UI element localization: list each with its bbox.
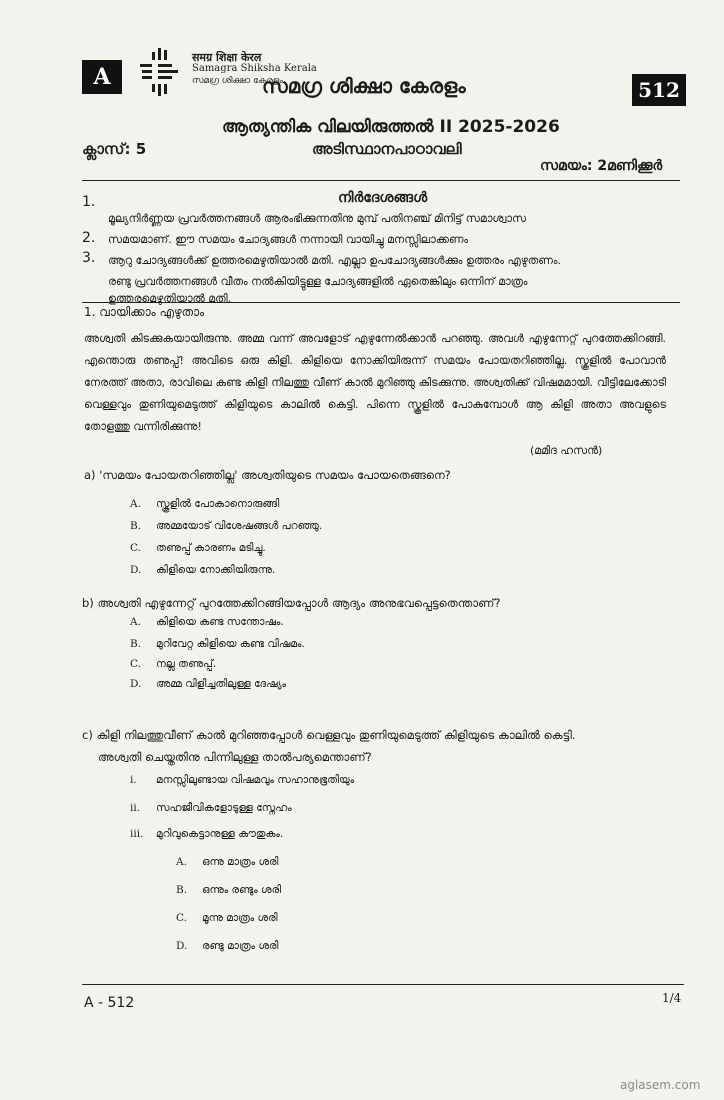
- statement-row: [130, 774, 354, 787]
- option-text: കിളിയെ കണ്ട സന്തോഷം.: [156, 616, 284, 628]
- statement-text: മുറിവുകെട്ടാനുള്ള കൗതുകം.: [156, 828, 284, 840]
- time-allowed: സമയം: 2മണിക്കൂർ: [540, 158, 663, 174]
- question-label: a): [84, 468, 96, 482]
- option-text: മൂന്നു മാത്രം ശരി: [202, 912, 278, 924]
- option-row[interactable]: [176, 884, 281, 897]
- option-row[interactable]: [176, 856, 278, 869]
- footer-paper-code: A - 512: [84, 995, 135, 1011]
- header-divider: [82, 180, 680, 181]
- option-key: B.: [130, 638, 142, 650]
- option-text: കിളിയെ നോക്കിയിരുന്നു.: [156, 564, 276, 576]
- logo-malayalam-text: സമഗ്ര ശിക്ഷാ കേരളം: [192, 76, 284, 86]
- samagra-shiksha-logo: [138, 46, 184, 98]
- option-text: നല്ല തണുപ്പ്.: [156, 658, 217, 670]
- instruction-text-continued: ഉത്തരമെഴുതിയാൽ മതി.: [108, 292, 232, 305]
- instructions-heading: നിർദേശങ്ങൾ: [338, 190, 428, 206]
- statement-key: iii.: [130, 828, 144, 840]
- option-row[interactable]: [176, 912, 278, 925]
- instruction-text: ആറു ചോദ്യങ്ങൾക്ക് ഉത്തരമെഴുതിയാൽ മതി. എല്ലാ ഉപചോദ്യങ്ങൾക്കും ഉത്തരം എഴുതണം.: [108, 254, 561, 267]
- exam-title: ആത്യന്തിക വിലയിരുത്തൽ II 2025-2026: [222, 117, 560, 137]
- set-badge: A: [82, 60, 122, 94]
- option-key: C.: [130, 658, 141, 670]
- statement-text: സഹജീവികളോടുള്ള സ്നേഹം: [156, 802, 292, 814]
- section-heading: 1. വായിക്കാം എഴുതാം: [84, 305, 205, 319]
- option-row[interactable]: [130, 616, 284, 629]
- option-row[interactable]: [130, 638, 305, 651]
- footer-divider: [82, 984, 684, 985]
- instruction-number: 3.: [82, 250, 96, 266]
- statement-key: ii.: [130, 802, 141, 814]
- textbook-series: അടിസ്ഥാനപാഠാവലി: [312, 140, 462, 158]
- statement-row: [130, 828, 283, 841]
- question-c: [82, 728, 576, 743]
- option-row[interactable]: [130, 658, 216, 671]
- question-a: [84, 468, 451, 483]
- option-row[interactable]: [130, 678, 286, 691]
- option-key: D.: [130, 564, 142, 576]
- reading-passage: അശ്വതി കിടക്കുകയായിരുന്നു. അമ്മ വന്ന് അവളോട് എഴുന്നേൽക്കാൻ പറഞ്ഞു. അവൾ എഴുന്നേറ്റ് പുറത്തേക്കിറങ്ങി. എന്തൊരു തണുപ്പ്! അവിടെ ഒരു കിളി. കിളിയെ നോക്കിയിരുന്ന് സമയം പോയതറിഞ്ഞില്ല. സ്കൂളിൽ പോവാൻ നേരത്ത് അതാ, രാവിലെ കണ്ട കിളി നിലത്തു വീണ് കാൽ മുറിഞ്ഞു കിടക്കുന്നു. അശ്വതിക്ക് വിഷമമായി. വീട്ടിലേക്കോടി വെള്ളവും തുണിയുമെടുത്ത് കിളിയുടെ കാലിൽ കെട്ടി. പിന്നെ സ്കൂളിൽ പോകുമ്പോൾ ആ കിളി അതാ അവളുടെ തോളത്തു വന്നിരിക്കുന്നു!: [84, 332, 666, 433]
- option-text: സ്കൂളിൽ പോകാനൊരുങ്ങി: [156, 498, 280, 510]
- instruction-text: മൂല്യനിർണ്ണയ പ്രവർത്തനങ്ങൾ ആരംഭിക്കുന്നതിനു മുമ്പ് പതിനഞ്ച് മിനിട്ട് സമാശ്വാസ: [108, 212, 527, 225]
- option-key: B.: [176, 884, 188, 896]
- option-text: തണുപ്പ് കാരണം മടിച്ചു.: [156, 542, 266, 554]
- option-key: A.: [176, 856, 187, 868]
- organization-name: സമഗ്ര ശിക്ഷാ കേരളം: [262, 74, 466, 98]
- instruction-number: 1.: [82, 194, 96, 210]
- question-text: കിളി നിലത്തുവീണ് കാൽ മുറിഞ്ഞപ്പോൾ വെള്ളവും തുണിയുമെടുത്ത് കിളിയുടെ കാലിൽ കെട്ടി.: [96, 728, 576, 742]
- option-text: ഒന്നു മാത്രം ശരി: [202, 856, 279, 868]
- instruction-text: രണ്ടു പ്രവർത്തനങ്ങൾ വീതം നൽകിയിട്ടുള്ള ചോദ്യങ്ങളിൽ ഏതെങ്കിലും ഒന്നിന് മാത്രം: [108, 275, 528, 288]
- page-number: 1/4: [662, 991, 682, 1005]
- option-row[interactable]: [130, 542, 266, 555]
- class-label: ക്ലാസ്: 5: [82, 140, 147, 158]
- question-text-continued: അശ്വതി ചെയ്തതിനു പിന്നിലുള്ള താൽപര്യമെന്താണ്?: [98, 750, 372, 764]
- logo-hindi-text: समग्र शिक्षा केरल: [192, 51, 262, 64]
- passage-author: (മമിദ ഹസൻ): [530, 444, 603, 457]
- watermark: aglasem.com: [620, 1078, 701, 1092]
- option-key: A.: [130, 616, 141, 628]
- question-b: [82, 596, 500, 611]
- question-text: അശ്വതി എഴുന്നേറ്റ് പുറത്തേക്കിറങ്ങിയപ്പോൾ ആദ്യം അനുഭവപ്പെട്ടതെന്താണ്?: [97, 596, 501, 610]
- paper-code-badge: 512: [632, 74, 686, 106]
- option-row[interactable]: [176, 940, 278, 953]
- option-row[interactable]: [130, 564, 275, 577]
- statement-key: i.: [130, 774, 137, 786]
- option-text: അമ്മയോട് വിശേഷങ്ങൾ പറഞ്ഞു.: [156, 520, 323, 532]
- statement-row: [130, 802, 292, 815]
- instruction-text-continued: സമയമാണ്. ഈ സമയം ചോദ്യങ്ങൾ നന്നായി വായിച്ചു മനസ്സിലാക്കണം: [108, 233, 469, 246]
- instructions-divider: [82, 302, 680, 303]
- option-text: അമ്മ വിളിച്ചതിലുള്ള ദേഷ്യം: [156, 678, 286, 690]
- option-key: B.: [130, 520, 142, 532]
- instruction-number: 2.: [82, 230, 96, 246]
- option-key: D.: [176, 940, 188, 952]
- option-row[interactable]: [130, 520, 322, 533]
- option-key: D.: [130, 678, 142, 690]
- statement-text: മനസ്സിലുണ്ടായ വിഷമവും സഹാനുഭൂതിയും: [156, 774, 355, 786]
- question-text: 'സമയം പോയതറിഞ്ഞില്ല' അശ്വതിയുടെ സമയം പോയതെങ്ങനെ?: [99, 468, 451, 482]
- option-text: മുറിവേറ്റ കിളിയെ കണ്ട വിഷമം.: [156, 638, 305, 650]
- option-row[interactable]: [130, 498, 279, 511]
- question-label: b): [82, 596, 94, 610]
- option-text: രണ്ടു മാത്രം ശരി: [202, 940, 279, 952]
- option-key: A.: [130, 498, 141, 510]
- option-text: ഒന്നും രണ്ടും ശരി: [202, 884, 281, 896]
- option-key: C.: [176, 912, 187, 924]
- option-key: C.: [130, 542, 141, 554]
- logo-english-text: Samagra Shiksha Kerala: [192, 63, 317, 74]
- question-label: c): [82, 728, 93, 742]
